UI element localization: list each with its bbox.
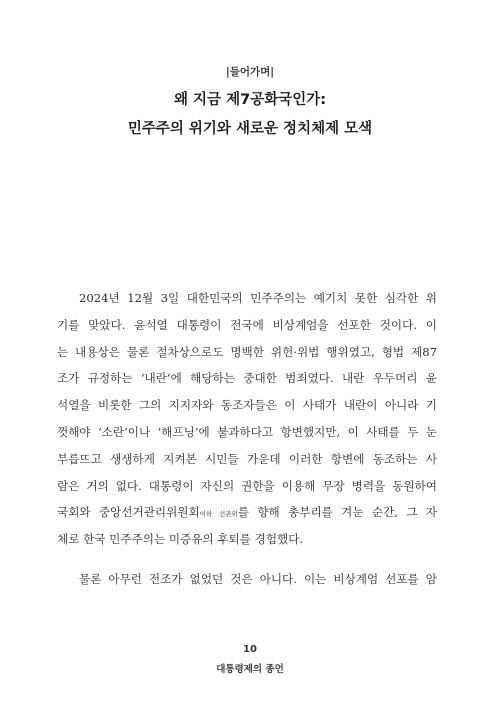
body-paragraph-2 [57,566,437,593]
text-segment: 국회와 중앙선거관리위원회 [57,505,200,520]
text-line: 부릅뜨고 생생하게 지켜본 시민들 가운데 이러한 항변에 동조하는 사 [57,451,437,466]
text-line: 껏해야 ‘소란’이나 ‘해프닝’에 불과하다고 항변했지만, 이 사태를 두 눈 [57,424,437,439]
chapter-title-line-1: 왜 지금 제7공화국인가: [173,92,327,108]
text-line: 조가 규정하는 ‘내란’에 해당하는 중대한 범죄였다. 내란 우두머리 윤 [57,371,437,386]
book-title: 대통령제의 종언 [216,664,284,675]
page-number: 10 [243,644,257,655]
text-line: 는 내용상은 물론 절차상으로도 명백한 위헌·위법 행위였고, 형법 제87 [57,344,437,359]
text-line: 물론 아무런 전조가 없었던 것은 아니다. 이는 비상계엄 선포를 암 [79,572,437,586]
inline-note: 이하 선관위 [199,510,238,519]
section-label: |들어가며| [225,66,275,78]
text-line: 석열을 비롯한 그의 지지자와 동조자들은 이 사태가 내란이 아니라 기 [57,398,437,413]
text-line: 체로 한국 민주주의는 미증유의 후퇴를 경험했다. [57,532,304,547]
body-paragraph-1 [57,285,437,553]
text-segment: 를 향해 총부리를 겨눈 순간, 그 자 [237,505,437,520]
text-line [57,499,437,526]
chapter-title-line-2: 민주주의 위기와 새로운 정치체제 모색 [127,121,373,137]
text-line: 기를 맞았다. 윤석열 대통령이 전국에 비상계엄을 선포한 것이다. 이 [57,317,437,332]
text-line: 2024년 12월 3일 대한민국의 민주주의는 예기치 못한 심각한 위 [79,291,437,305]
text-line: 람은 거의 없다. 대통령이 자신의 권한을 이용해 무장 병력을 동원하여 [57,478,437,493]
